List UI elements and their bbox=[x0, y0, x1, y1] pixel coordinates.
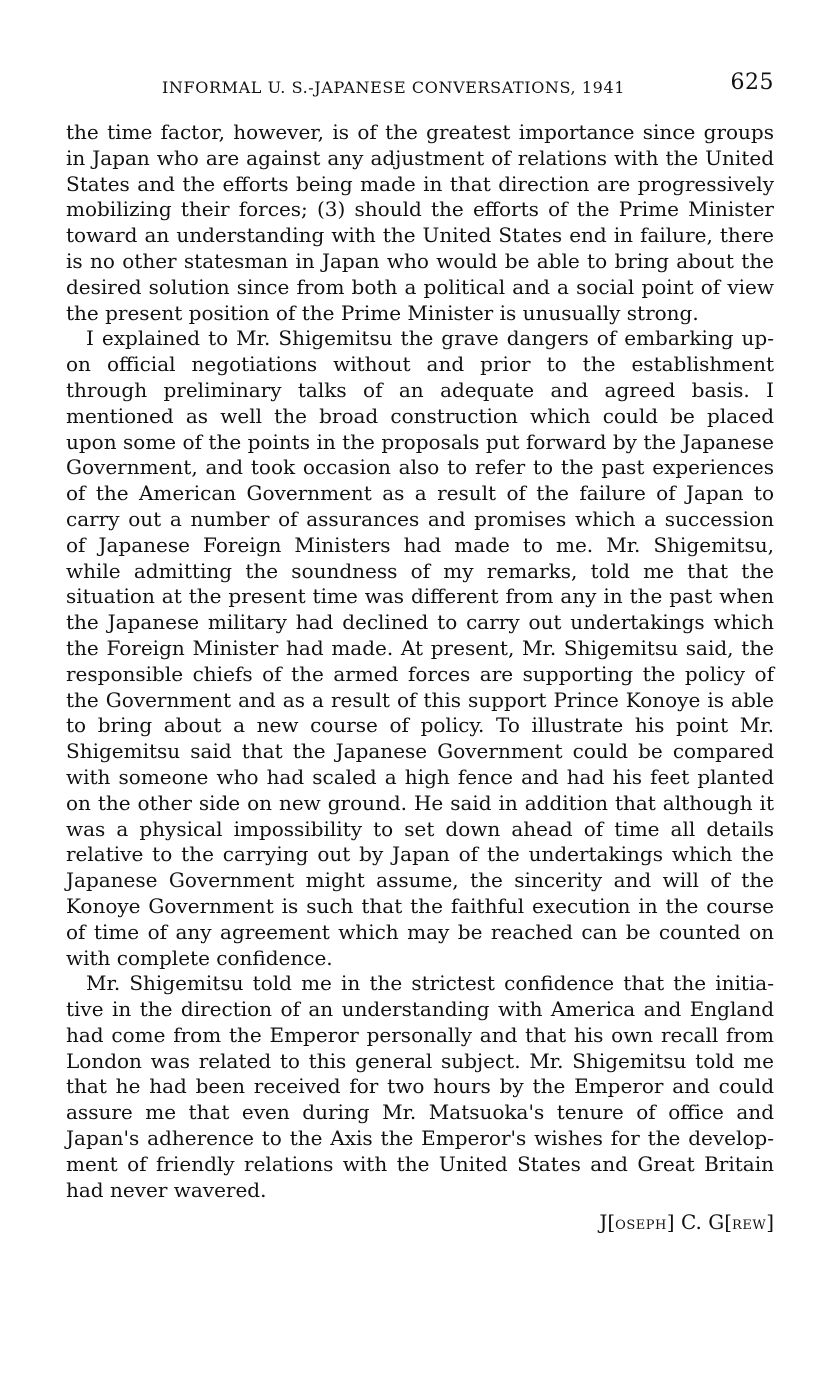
document-page bbox=[66, 70, 774, 1360]
signature-part: ] C. G[ bbox=[666, 1210, 733, 1235]
running-header bbox=[66, 70, 774, 104]
paragraph-2: I explained to Mr. Shigemitsu the grave dangers of embarking upon official negotiations without and prior to the establishment through preliminary talks of an adequate and agreed basis. I mentioned as well the broad construction which could be placed upon some of the points in the proposals put forward by the Japanese Government, and took occasion also to refer to the past experiences of the American Government as a result of the failure of Japan to carry out a number of assurances and promises which a succession of Japanese Foreign Ministers had made to me. Mr. Shigemitsu, while admitting the soundness of my remarks, told me that the situation at the present time was different from any in the past when the Japanese military had declined to carry out undertakings which the Foreign Minister had made. At present, Mr. Shigemitsu said, the responsible chiefs of the armed forces are supporting the policy of the Government and as a result of this support Prince Konoye is able to bring about a new course of policy. To illustrate his point Mr. Shigemitsu said that the Japanese Government could be compared with someone who had scaled a high fence and had his feet planted on the other side on new ground. He said in addition that although it was a physical impossibility to set down ahead of time all details relative to the carrying out by Japan of the undertakings which the Japanese Government might assume, the sincerity and will of the Konoye Government is such that the faithful execution in the course of time of any agreement which may be reached can be counted on with complete confidence. bbox=[66, 326, 774, 970]
running-title: INFORMAL U. S.-JAPANESE CONVERSATIONS, 1941 bbox=[162, 78, 626, 97]
paragraph-3: Mr. Shigemitsu told me in the strictest confidence that the initiative in the direction of an understanding with America and England had come from the Emperor personally and that his own recall from London was related to this general subject. Mr. Shigemitsu told me that he had been received for two hours by the Emperor and could assure me that even during Mr. Matsuoka's tenure of office and Japan's adherence to the Axis the Emperor's wishes for the development of friendly relations with the United States and Great Britain had never wavered. bbox=[66, 971, 774, 1202]
signature bbox=[66, 1209, 774, 1237]
paragraph-1: the time factor, however, is of the greatest importance since groups in Japan who are against any adjustment of relations with the United States and the efforts being made in that direction are progressively mobilizing their forces; (3) should the efforts of the Prime Minister toward an understanding with the United States end in failure, there is no other statesman in Japan who would be able to bring about the desired solution since from both a political and a social point of view the present position of the Prime Minister is unusually strong. bbox=[66, 120, 774, 325]
signature-part: oseph bbox=[615, 1213, 667, 1235]
signature-part: ] bbox=[766, 1210, 774, 1235]
body-text bbox=[66, 120, 774, 1203]
signature-part: J[ bbox=[599, 1210, 616, 1235]
signature-part: rew bbox=[732, 1213, 767, 1235]
page-number: 625 bbox=[730, 70, 774, 95]
